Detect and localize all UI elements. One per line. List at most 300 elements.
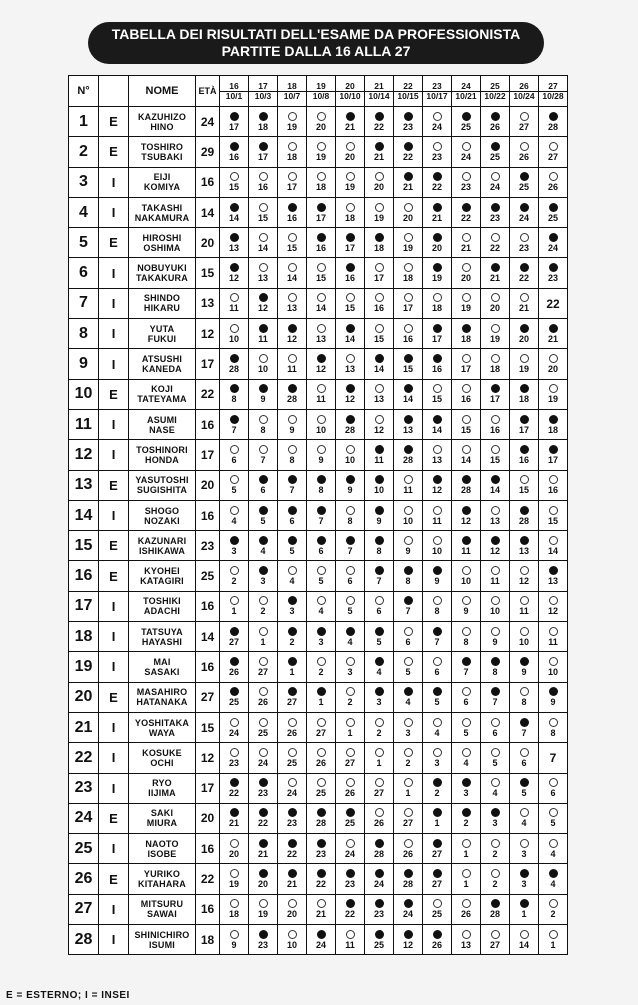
- player-family-name: SUGISHITA: [136, 485, 188, 496]
- game-result: [539, 197, 568, 227]
- legend: E = ESTERNO; I = INSEI: [6, 990, 130, 1001]
- loss-mark-icon: [230, 445, 239, 454]
- loss-mark-icon: [433, 142, 442, 151]
- opponent-number: 25: [547, 212, 558, 223]
- win-mark-icon: [259, 506, 268, 515]
- opponent-number: 18: [228, 909, 239, 920]
- win-mark-icon: [317, 203, 326, 212]
- game-result: [510, 531, 539, 561]
- game-result: [394, 652, 423, 682]
- game-result: [365, 137, 394, 167]
- player-age: 16: [196, 591, 220, 621]
- opponent-number: 27: [228, 636, 239, 647]
- opponent-number: 24: [431, 121, 442, 132]
- game-result: [249, 288, 278, 318]
- player-family-name: HONDA: [145, 454, 179, 465]
- loss-mark-icon: [462, 263, 471, 272]
- player-row: [69, 894, 568, 924]
- game-result: [539, 107, 568, 137]
- game-result: [539, 500, 568, 530]
- game-result: [481, 561, 510, 591]
- game-result: [220, 470, 249, 500]
- game-result: [278, 834, 307, 864]
- opponent-number: 15: [286, 242, 297, 253]
- loss-mark-icon: [230, 899, 239, 908]
- win-mark-icon: [346, 869, 355, 878]
- player-age: 29: [196, 137, 220, 167]
- game-result: [249, 803, 278, 833]
- opponent-number: 22: [489, 242, 500, 253]
- opponent-number: 3: [521, 848, 527, 859]
- game-result: [278, 531, 307, 561]
- loss-mark-icon: [259, 687, 268, 696]
- loss-mark-icon: [288, 445, 297, 454]
- player-row: [69, 712, 568, 742]
- player-age: 14: [196, 197, 220, 227]
- loss-mark-icon: [288, 142, 297, 151]
- loss-mark-icon: [259, 233, 268, 242]
- player-number: 22: [69, 743, 99, 773]
- game-result: [452, 682, 481, 712]
- round-number: 18: [287, 80, 297, 91]
- win-mark-icon: [288, 475, 297, 484]
- loss-mark-icon: [433, 748, 442, 757]
- opponent-number: 14: [460, 454, 471, 465]
- game-result: [510, 379, 539, 409]
- win-mark-icon: [259, 536, 268, 545]
- opponent-number: 25: [373, 939, 384, 950]
- loss-mark-icon: [404, 475, 413, 484]
- loss-mark-icon: [462, 445, 471, 454]
- round-number: 25: [490, 80, 500, 91]
- opponent-number: 12: [431, 485, 442, 496]
- player-given-name: RYO: [152, 778, 172, 789]
- loss-mark-icon: [346, 748, 355, 757]
- loss-mark-icon: [462, 354, 471, 363]
- loss-mark-icon: [375, 718, 384, 727]
- opponent-number: 21: [315, 909, 326, 920]
- round-number: 24: [461, 80, 471, 91]
- game-result: [365, 288, 394, 318]
- player-family-name: KITAHARA: [138, 879, 186, 890]
- game-result: [336, 864, 365, 894]
- opponent-number: 18: [286, 151, 297, 162]
- opponent-number: 8: [521, 697, 527, 708]
- opponent-number: 20: [344, 151, 355, 162]
- game-result: [278, 743, 307, 773]
- win-mark-icon: [491, 657, 500, 666]
- game-result: [510, 561, 539, 591]
- opponent-number: 10: [460, 576, 471, 587]
- opponent-number: 4: [434, 727, 440, 738]
- loss-mark-icon: [462, 839, 471, 848]
- player-family-name: HIKARU: [143, 303, 181, 314]
- game-result: [365, 712, 394, 742]
- win-mark-icon: [462, 324, 471, 333]
- opponent-number: 4: [318, 606, 324, 617]
- opponent-number: 18: [402, 273, 413, 284]
- win-mark-icon: [375, 566, 384, 575]
- player-given-name: ATSUSHI: [141, 354, 183, 365]
- opponent-number: 3: [231, 545, 237, 556]
- game-result: [307, 500, 336, 530]
- game-result: [539, 622, 568, 652]
- win-mark-icon: [433, 869, 442, 878]
- player-name: [129, 894, 196, 924]
- game-result: [278, 440, 307, 470]
- round-number: 16: [229, 80, 239, 91]
- game-result: [249, 531, 278, 561]
- win-mark-icon: [375, 930, 384, 939]
- game-result: [423, 409, 452, 439]
- round-date: 10/17: [423, 91, 451, 101]
- loss-mark-icon: [462, 869, 471, 878]
- opponent-number: 19: [460, 303, 471, 314]
- loss-mark-icon: [433, 112, 442, 121]
- game-result: [452, 409, 481, 439]
- loss-mark-icon: [346, 142, 355, 151]
- game-result: [394, 925, 423, 955]
- loss-mark-icon: [549, 354, 558, 363]
- game-result: [423, 743, 452, 773]
- win-mark-icon: [433, 687, 442, 696]
- opponent-number: 2: [260, 606, 266, 617]
- game-result: [307, 622, 336, 652]
- loss-mark-icon: [404, 627, 413, 636]
- player-type: I: [99, 925, 129, 955]
- opponent-number: 11: [403, 485, 413, 496]
- loss-mark-icon: [259, 172, 268, 181]
- loss-mark-icon: [317, 263, 326, 272]
- win-mark-icon: [433, 808, 442, 817]
- loss-mark-icon: [433, 445, 442, 454]
- opponent-number: 20: [286, 909, 297, 920]
- loss-mark-icon: [230, 930, 239, 939]
- game-result: [510, 712, 539, 742]
- player-number: 17: [69, 591, 99, 621]
- game-result: [423, 561, 452, 591]
- opponent-number: 12: [402, 939, 413, 950]
- player-family-name: SASAKI: [144, 666, 180, 677]
- game-result: [365, 500, 394, 530]
- player-name: [129, 470, 196, 500]
- opponent-number: 14: [402, 394, 413, 405]
- player-number: 7: [69, 288, 99, 318]
- opponent-number: 25: [344, 818, 355, 829]
- game-result: [307, 561, 336, 591]
- opponent-number: 6: [318, 545, 324, 556]
- player-name: [129, 349, 196, 379]
- player-name: [129, 137, 196, 167]
- opponent-number: 26: [547, 182, 558, 193]
- game-result: [481, 137, 510, 167]
- player-number: 21: [69, 712, 99, 742]
- game-result: [394, 228, 423, 258]
- game-result: [539, 682, 568, 712]
- game-result: [394, 622, 423, 652]
- round-number: 26: [519, 80, 529, 91]
- opponent-number: 14: [373, 364, 384, 375]
- opponent-number: 9: [434, 576, 440, 587]
- win-mark-icon: [520, 384, 529, 393]
- win-mark-icon: [288, 657, 297, 666]
- opponent-number: 11: [519, 606, 529, 617]
- player-number: 14: [69, 500, 99, 530]
- opponent-number: 3: [492, 818, 498, 829]
- player-given-name: SAKI: [150, 808, 174, 819]
- opponent-number: 13: [518, 545, 529, 556]
- opponent-number: 2: [318, 666, 324, 677]
- player-type: I: [99, 349, 129, 379]
- game-result: [452, 531, 481, 561]
- loss-mark-icon: [491, 566, 500, 575]
- player-name: [129, 591, 196, 621]
- player-family-name: SAWAI: [146, 909, 177, 920]
- loss-mark-icon: [549, 536, 558, 545]
- game-result: [307, 743, 336, 773]
- game-result: [510, 743, 539, 773]
- opponent-number: 14: [315, 303, 326, 314]
- opponent-number: 21: [344, 121, 355, 132]
- game-result: [278, 712, 307, 742]
- win-mark-icon: [491, 808, 500, 817]
- opponent-number: 21: [286, 879, 297, 890]
- opponent-number: 18: [547, 424, 558, 435]
- game-result: [220, 500, 249, 530]
- header-age: ETÀ: [196, 76, 220, 107]
- player-age: 27: [196, 682, 220, 712]
- game-result: [220, 834, 249, 864]
- win-mark-icon: [375, 627, 384, 636]
- player-given-name: TAKASHI: [141, 202, 183, 213]
- results-body: [69, 107, 568, 955]
- game-result: [220, 743, 249, 773]
- player-row: [69, 197, 568, 227]
- opponent-number: 12: [518, 576, 529, 587]
- opponent-number: 17: [228, 121, 239, 132]
- opponent-number: 3: [434, 757, 440, 768]
- player-given-name: KYOHEI: [144, 566, 180, 577]
- round-number: 19: [316, 80, 326, 91]
- game-result: [249, 409, 278, 439]
- player-row: [69, 591, 568, 621]
- loss-mark-icon: [288, 172, 297, 181]
- loss-mark-icon: [404, 203, 413, 212]
- loss-mark-icon: [317, 112, 326, 121]
- game-result: [365, 682, 394, 712]
- round-header: [220, 76, 249, 107]
- opponent-number: 23: [257, 939, 268, 950]
- player-number: 12: [69, 440, 99, 470]
- win-mark-icon: [288, 596, 297, 605]
- loss-mark-icon: [346, 930, 355, 939]
- round-header: [249, 76, 278, 107]
- loss-mark-icon: [520, 566, 529, 575]
- opponent-number: 17: [518, 424, 529, 435]
- opponent-number: 13: [228, 242, 239, 253]
- player-family-name: HINO: [150, 121, 174, 132]
- opponent-number: 8: [463, 636, 469, 647]
- win-mark-icon: [375, 233, 384, 242]
- game-result: [365, 591, 394, 621]
- win-mark-icon: [404, 687, 413, 696]
- game-result: [365, 258, 394, 288]
- game-result: [278, 470, 307, 500]
- opponent-number: 4: [289, 576, 295, 587]
- player-row: [69, 500, 568, 530]
- win-mark-icon: [259, 566, 268, 575]
- loss-mark-icon: [230, 839, 239, 848]
- opponent-number: 25: [257, 727, 268, 738]
- loss-mark-icon: [404, 233, 413, 242]
- game-result: [481, 288, 510, 318]
- loss-mark-icon: [520, 354, 529, 363]
- game-result: [510, 864, 539, 894]
- opponent-number: 8: [405, 576, 411, 587]
- win-mark-icon: [433, 930, 442, 939]
- loss-mark-icon: [520, 142, 529, 151]
- loss-mark-icon: [375, 263, 384, 272]
- win-mark-icon: [549, 203, 558, 212]
- player-given-name: KOSUKE: [142, 747, 182, 758]
- game-result: [452, 834, 481, 864]
- win-mark-icon: [317, 687, 326, 696]
- game-result: [249, 137, 278, 167]
- opponent-number: 6: [492, 727, 498, 738]
- game-result: [278, 228, 307, 258]
- loss-mark-icon: [491, 172, 500, 181]
- loss-mark-icon: [230, 596, 239, 605]
- opponent-number: 16: [315, 242, 326, 253]
- player-age: 13: [196, 288, 220, 318]
- opponent-number: 27: [373, 788, 384, 799]
- player-row: [69, 137, 568, 167]
- loss-mark-icon: [520, 808, 529, 817]
- game-result: [249, 440, 278, 470]
- opponent-number: 16: [518, 454, 529, 465]
- win-mark-icon: [346, 112, 355, 121]
- win-mark-icon: [549, 566, 558, 575]
- loss-mark-icon: [230, 748, 239, 757]
- player-given-name: KOJI: [151, 384, 173, 395]
- loss-mark-icon: [317, 324, 326, 333]
- opponent-number: 26: [402, 848, 413, 859]
- opponent-number: 3: [347, 666, 353, 677]
- player-family-name: MIURA: [146, 818, 178, 829]
- win-mark-icon: [462, 203, 471, 212]
- loss-mark-icon: [230, 324, 239, 333]
- player-number: 1: [69, 107, 99, 137]
- opponent-number: 12: [373, 424, 384, 435]
- game-result: [452, 167, 481, 197]
- game-result: [365, 440, 394, 470]
- win-mark-icon: [404, 596, 413, 605]
- game-result: [481, 258, 510, 288]
- opponent-number: 19: [344, 182, 355, 193]
- player-row: [69, 258, 568, 288]
- game-result: [307, 409, 336, 439]
- game-result: [481, 652, 510, 682]
- game-result: [307, 258, 336, 288]
- player-given-name: YASUTOSHI: [135, 475, 189, 486]
- game-result: [423, 803, 452, 833]
- game-result: [423, 258, 452, 288]
- opponent-number: 23: [460, 182, 471, 193]
- game-result: [307, 834, 336, 864]
- player-family-name: NASE: [149, 424, 175, 435]
- player-family-name: NAKAMURA: [134, 212, 190, 223]
- opponent-number: 13: [257, 273, 268, 284]
- player-type: E: [99, 107, 129, 137]
- loss-mark-icon: [433, 384, 442, 393]
- opponent-number: 10: [489, 606, 500, 617]
- win-mark-icon: [462, 112, 471, 121]
- game-result: [336, 773, 365, 803]
- opponent-number: 24: [228, 727, 239, 738]
- win-mark-icon: [520, 506, 529, 515]
- game-result: [336, 531, 365, 561]
- opponent-number: 4: [260, 545, 266, 556]
- loss-mark-icon: [346, 293, 355, 302]
- game-result: [423, 500, 452, 530]
- player-age: 17: [196, 440, 220, 470]
- game-result: [220, 925, 249, 955]
- opponent-number: 27: [518, 121, 529, 132]
- game-result: [365, 228, 394, 258]
- player-name: [129, 288, 196, 318]
- opponent-number: 10: [315, 424, 326, 435]
- game-result: [510, 409, 539, 439]
- player-row: [69, 743, 568, 773]
- win-mark-icon: [375, 475, 384, 484]
- loss-mark-icon: [259, 445, 268, 454]
- opponent-number: 13: [373, 394, 384, 405]
- game-result: [423, 470, 452, 500]
- game-result: [307, 925, 336, 955]
- player-row: [69, 167, 568, 197]
- title-line-2: PARTITE DALLA 16 ALLA 27: [221, 43, 411, 59]
- loss-mark-icon: [230, 172, 239, 181]
- opponent-number: 11: [490, 576, 500, 587]
- loss-mark-icon: [346, 657, 355, 666]
- game-result: [481, 470, 510, 500]
- win-mark-icon: [462, 808, 471, 817]
- opponent-number: 26: [431, 939, 442, 950]
- opponent-number: 19: [489, 333, 500, 344]
- opponent-number: 26: [315, 757, 326, 768]
- game-result: [394, 531, 423, 561]
- opponent-number: 12: [257, 303, 268, 314]
- opponent-number: 9: [463, 606, 469, 617]
- opponent-number: 2: [347, 697, 353, 708]
- game-result: [307, 591, 336, 621]
- win-mark-icon: [288, 869, 297, 878]
- opponent-number: 28: [402, 454, 413, 465]
- win-mark-icon: [433, 263, 442, 272]
- opponent-number: 14: [286, 273, 297, 284]
- loss-mark-icon: [491, 445, 500, 454]
- game-result: [423, 288, 452, 318]
- game-result: [249, 652, 278, 682]
- loss-mark-icon: [491, 596, 500, 605]
- win-mark-icon: [288, 839, 297, 848]
- opponent-number: 11: [258, 333, 268, 344]
- player-age: 24: [196, 107, 220, 137]
- player-age: 20: [196, 803, 220, 833]
- opponent-number: 27: [431, 848, 442, 859]
- loss-mark-icon: [520, 687, 529, 696]
- player-type: I: [99, 591, 129, 621]
